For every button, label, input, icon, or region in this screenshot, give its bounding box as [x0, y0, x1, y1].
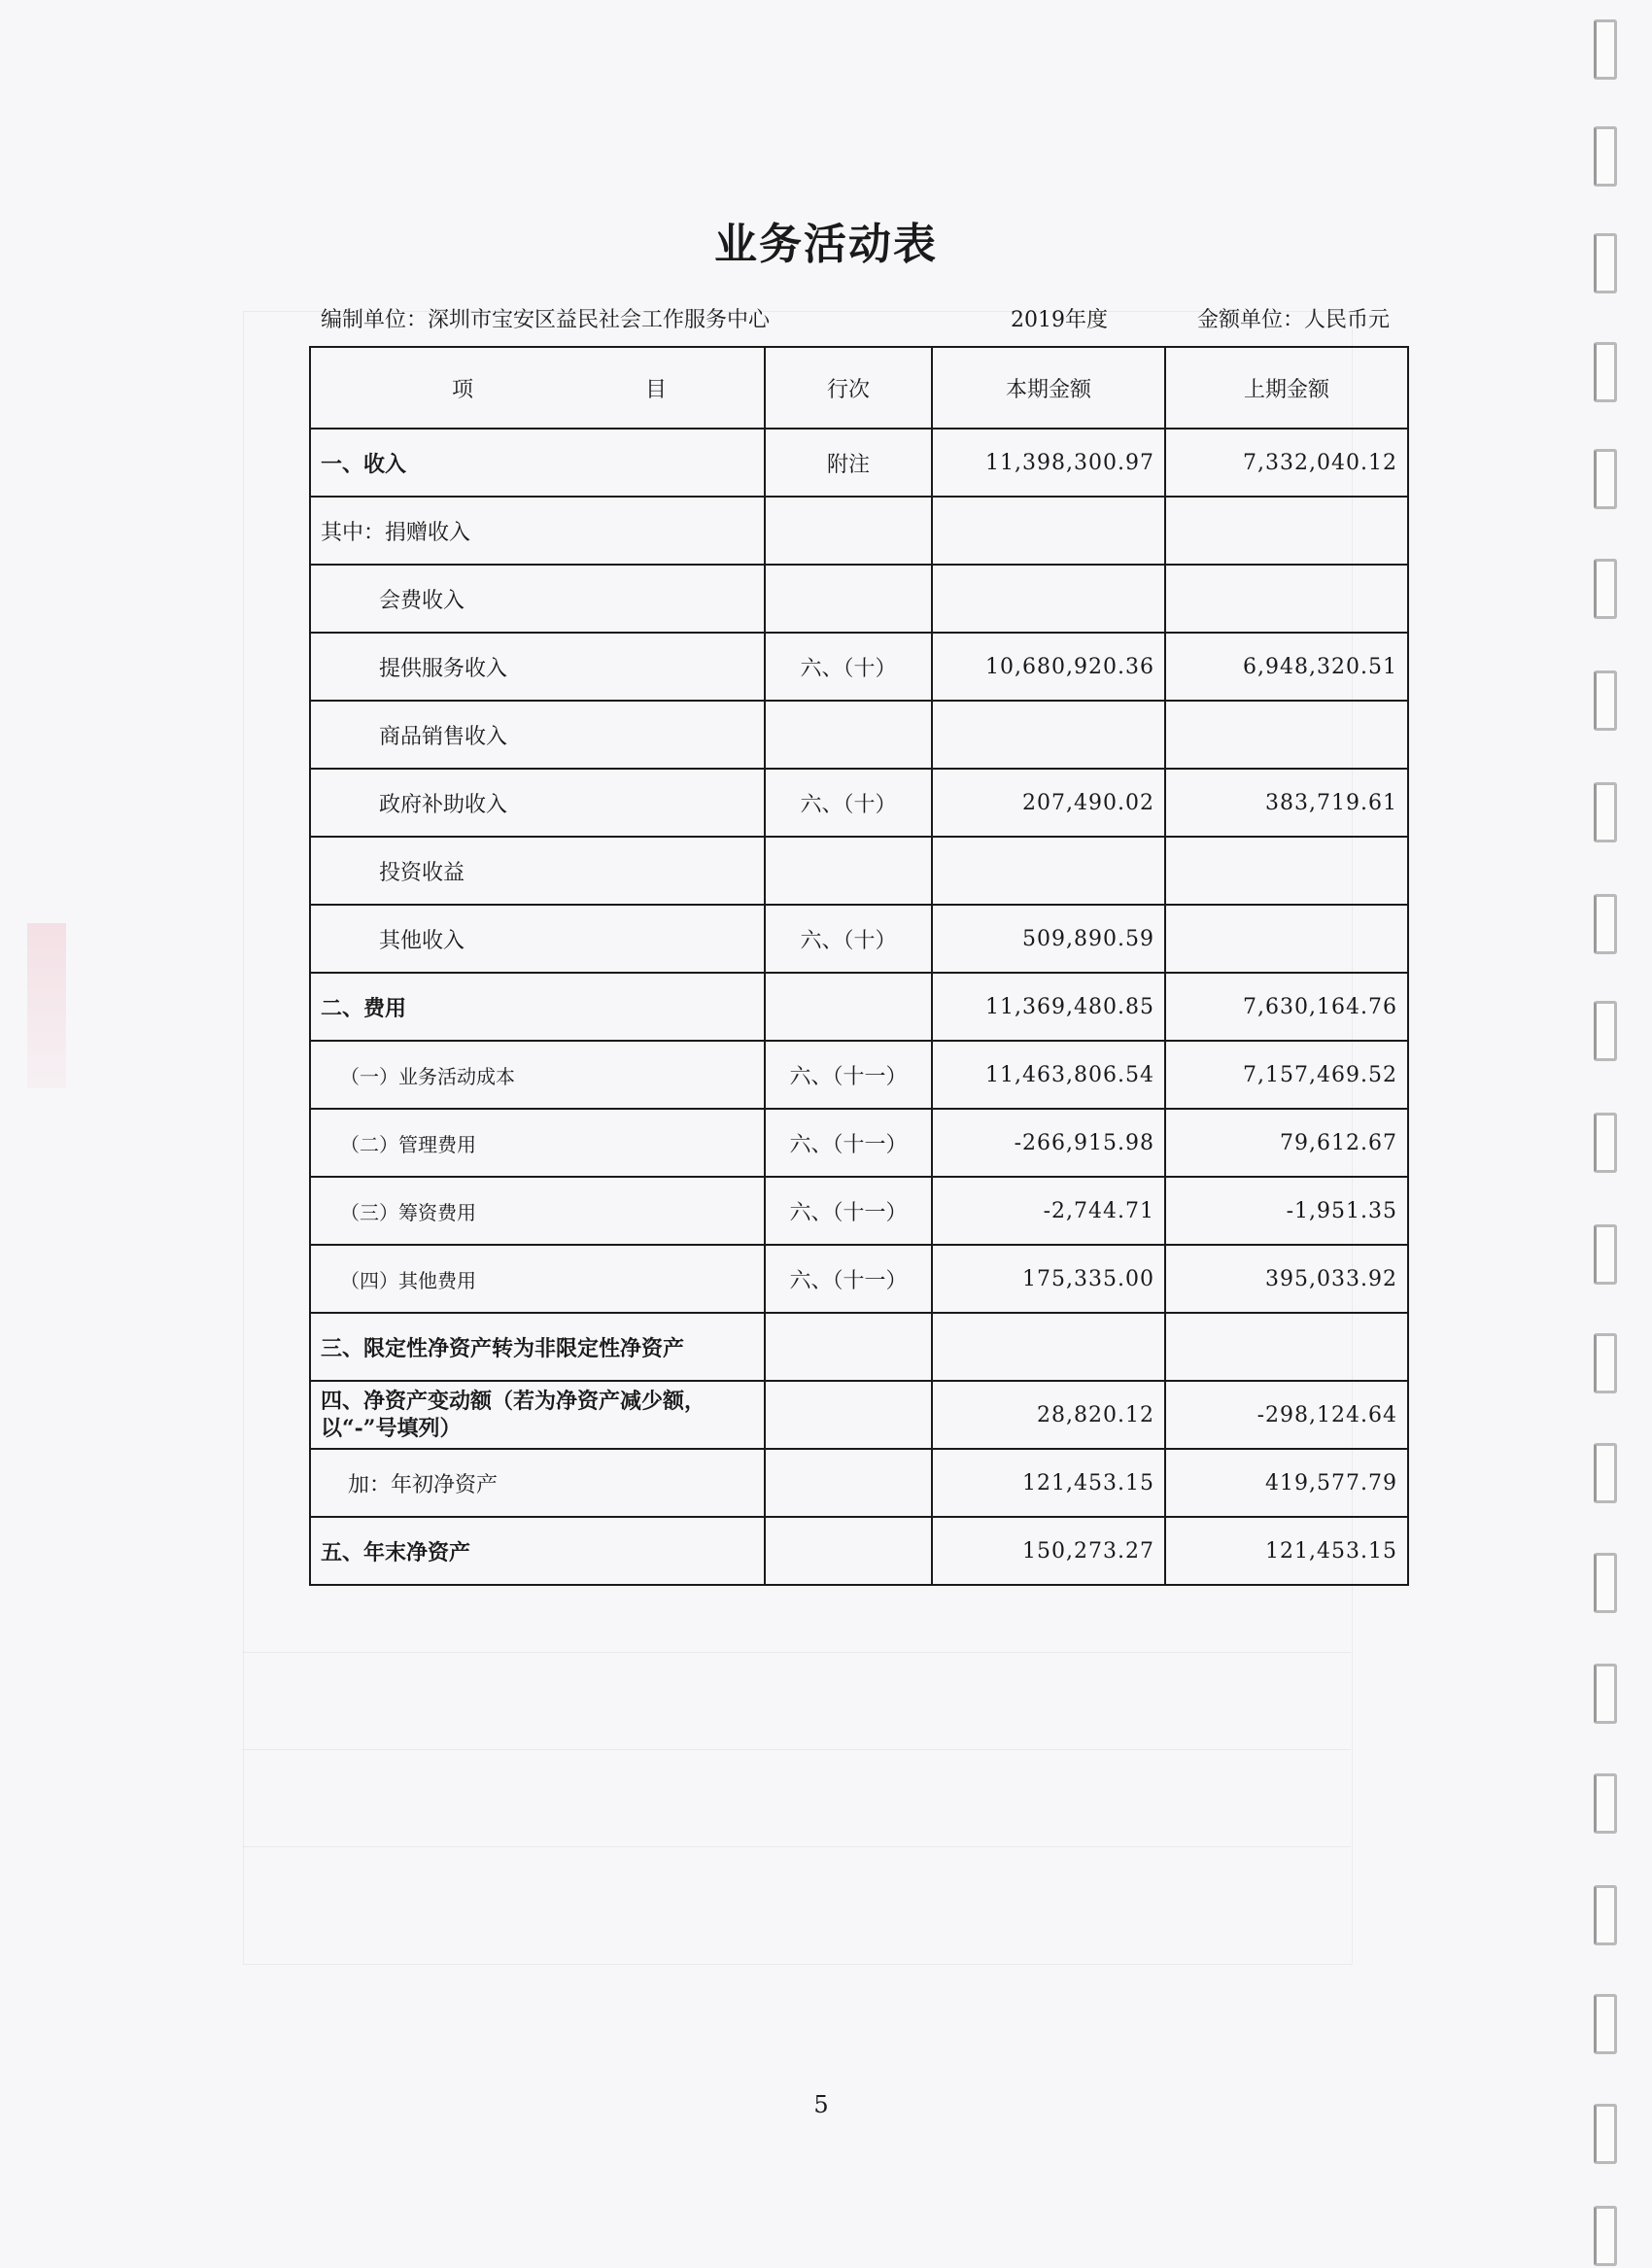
header-line: 行次	[765, 347, 932, 429]
row-previous: -1,951.35	[1165, 1177, 1408, 1245]
page-title: 业务活动表	[714, 220, 938, 269]
row-current: 207,490.02	[932, 769, 1165, 837]
row-current: 121,453.15	[932, 1449, 1165, 1517]
row-current: -266,915.98	[932, 1109, 1165, 1177]
row-current	[932, 701, 1165, 769]
row-item: 二、费用	[310, 973, 765, 1041]
table-row	[310, 1041, 1408, 1109]
row-line: 六、（十一）	[765, 1245, 932, 1313]
row-current: 509,890.59	[932, 905, 1165, 973]
row-line	[765, 497, 932, 565]
row-item: 其中：捐赠收入	[310, 497, 765, 565]
row-current: 10,680,920.36	[932, 633, 1165, 701]
row-item: 三、限定性净资产转为非限定性净资产	[310, 1313, 765, 1381]
table-row	[310, 973, 1408, 1041]
row-item: 投资收益	[310, 837, 765, 905]
row-line	[765, 701, 932, 769]
row-current	[932, 565, 1165, 633]
row-item: 政府补助收入	[310, 769, 765, 837]
activity-statement-table	[309, 346, 1409, 1586]
row-current: 150,273.27	[932, 1517, 1165, 1585]
row-line: 六、（十一）	[765, 1109, 932, 1177]
row-line: 六、（十一）	[765, 1041, 932, 1109]
row-previous	[1165, 905, 1408, 973]
row-line	[765, 1381, 932, 1449]
row-previous: 6,948,320.51	[1165, 633, 1408, 701]
table-row	[310, 1177, 1408, 1245]
row-current: 11,369,480.85	[932, 973, 1165, 1041]
currency-unit: 金额单位：人民币元	[1197, 308, 1391, 332]
row-previous: 419,577.79	[1165, 1449, 1408, 1517]
row-previous: 395,033.92	[1165, 1245, 1408, 1313]
row-previous: 121,453.15	[1165, 1517, 1408, 1585]
row-previous: 79,612.67	[1165, 1109, 1408, 1177]
table-row	[310, 769, 1408, 837]
row-previous: 7,630,164.76	[1165, 973, 1408, 1041]
fiscal-year: 2019年度	[1011, 308, 1108, 332]
row-previous	[1165, 497, 1408, 565]
row-line	[765, 1313, 932, 1381]
header-previous: 上期金额	[1165, 347, 1408, 429]
header-current: 本期金额	[932, 347, 1165, 429]
row-previous: 7,332,040.12	[1165, 429, 1408, 497]
row-item: 一、收入	[310, 429, 765, 497]
table-row	[310, 701, 1408, 769]
row-current: 175,335.00	[932, 1245, 1165, 1313]
row-item: 商品销售收入	[310, 701, 765, 769]
row-line	[765, 837, 932, 905]
table-row	[310, 633, 1408, 701]
row-item: （三）筹资费用	[310, 1177, 765, 1245]
table-row	[310, 1313, 1408, 1381]
row-line: 六、（十一）	[765, 1177, 932, 1245]
row-previous	[1165, 565, 1408, 633]
row-line	[765, 973, 932, 1041]
table-row	[310, 497, 1408, 565]
row-current	[932, 837, 1165, 905]
bleed-through-line	[243, 1652, 1351, 1653]
table-row	[310, 565, 1408, 633]
row-line	[765, 1449, 932, 1517]
row-item: （四）其他费用	[310, 1245, 765, 1313]
table-header-row	[310, 347, 1408, 429]
table-row	[310, 1245, 1408, 1313]
bleed-through-line	[243, 1749, 1351, 1750]
row-previous	[1165, 837, 1408, 905]
row-line: 六、（十）	[765, 905, 932, 973]
row-line: 六、（十）	[765, 633, 932, 701]
row-previous: -298,124.64	[1165, 1381, 1408, 1449]
row-current: -2,744.71	[932, 1177, 1165, 1245]
row-current	[932, 1313, 1165, 1381]
page-number: 5	[813, 2091, 829, 2118]
row-line: 附注	[765, 429, 932, 497]
row-line	[765, 565, 932, 633]
row-line: 六、（十）	[765, 769, 932, 837]
table-row	[310, 1449, 1408, 1517]
row-current: 28,820.12	[932, 1381, 1165, 1449]
row-previous: 7,157,469.52	[1165, 1041, 1408, 1109]
row-item: 四、净资产变动额（若为净资产减少额，以“-”号填列）	[310, 1381, 765, 1449]
row-item: （二）管理费用	[310, 1109, 765, 1177]
row-item: 会费收入	[310, 565, 765, 633]
row-item: 五、年末净资产	[310, 1517, 765, 1585]
bleed-through-line	[243, 1846, 1351, 1847]
row-line	[765, 1517, 932, 1585]
binding-rings	[1594, 0, 1633, 2268]
row-previous	[1165, 1313, 1408, 1381]
table-row	[310, 429, 1408, 497]
row-current: 11,463,806.54	[932, 1041, 1165, 1109]
row-current: 11,398,300.97	[932, 429, 1165, 497]
row-previous: 383,719.61	[1165, 769, 1408, 837]
table-row	[310, 905, 1408, 973]
header-item	[310, 347, 765, 429]
table-row	[310, 1109, 1408, 1177]
table-row	[310, 1381, 1408, 1449]
row-current	[932, 497, 1165, 565]
compiling-unit: 编制单位：深圳市宝安区益民社会工作服务中心	[321, 308, 771, 332]
header-item-right: 目	[644, 377, 667, 402]
row-previous	[1165, 701, 1408, 769]
row-item: 加：年初净资产	[310, 1449, 765, 1517]
row-item: （一）业务活动成本	[310, 1041, 765, 1109]
stamp-bleed	[27, 923, 66, 1088]
row-item: 提供服务收入	[310, 633, 765, 701]
table-row	[310, 837, 1408, 905]
header-item-left: 项	[452, 377, 474, 402]
table-row	[310, 1517, 1408, 1585]
row-item: 其他收入	[310, 905, 765, 973]
